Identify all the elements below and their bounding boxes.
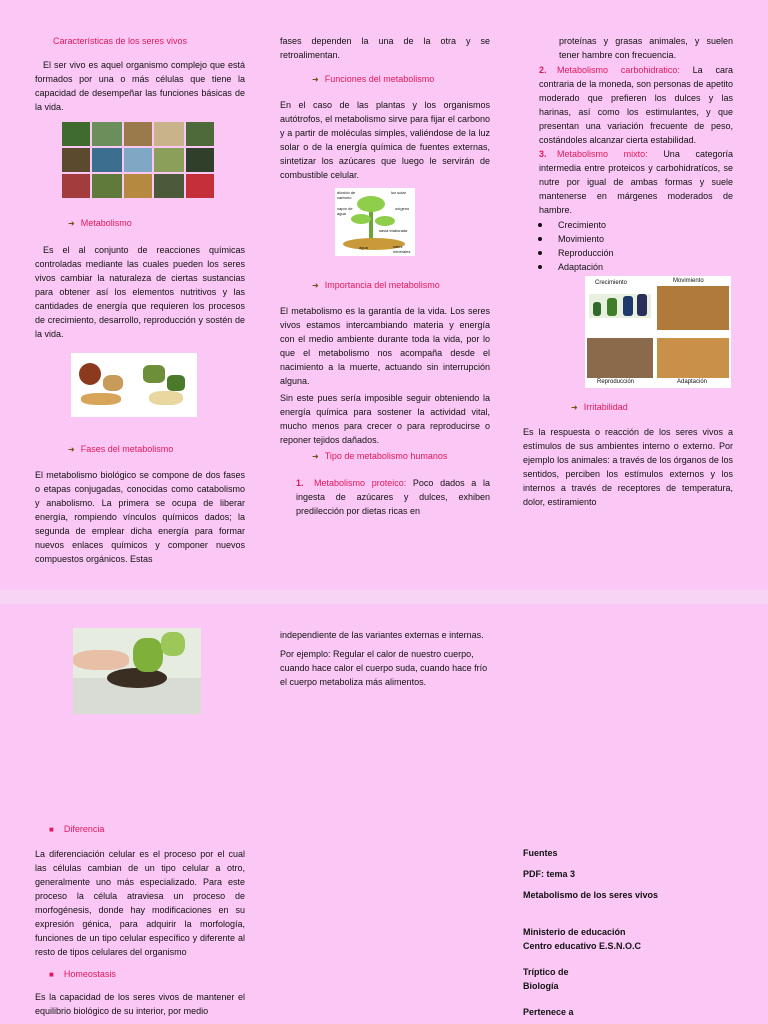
list-item: Reproducción — [535, 246, 733, 260]
importancia-heading: ➜ Importancia del metabolismo — [312, 280, 440, 290]
column-2 — [280, 34, 490, 518]
metabolismo-heading: ➜ Metabolismo — [68, 218, 132, 228]
list-item: Crecimiento — [535, 218, 733, 232]
homeostasis-example-text: Por ejemplo: Regular el calor de nuestro cuerpo, cuando hace calor el cuerpo suda, cuando hace frío el cuerpo metaboliza más alimentos. — [280, 649, 488, 687]
arrow-bullet-icon: ➜ — [571, 403, 578, 412]
page2-column-1 — [35, 628, 245, 1018]
list-item: Movimiento — [535, 232, 733, 246]
square-bullet-icon: ■ — [49, 825, 54, 834]
importancia-text-2: Sin este pues sería imposible seguir obteniendo la energía química para sostener la actividad vital, mucho menos para crecer o para reproducirse o reponer tejidos dañados. — [280, 393, 490, 445]
arrow-bullet-icon: ➜ — [312, 281, 319, 290]
irritabilidad-text: Es la respuesta o reacción de los seres vivos a estímulos de sus ambientes interno o externo. Por ejemplo los animales: a través de los órganos de los sentidos, perciben los estímulos externos y los internos a través de receptores de temperatura, dolor, estiramiento — [523, 427, 733, 507]
venus-flytrap-image — [73, 628, 201, 714]
diferencia-heading: ■ Diferencia — [49, 824, 105, 834]
homeostasis-cont-text: independiente de las variantes externas e internas. — [280, 630, 484, 640]
funciones-text: En el caso de las plantas y los organismos autótrofos, el metabolismo sirve para fijar el carbono y a partir de moléculas simples, valiéndose de la luz solar o de la energía química de fuentes externas, sintetizar los azúcares que luego le servirán de combustible celular. — [280, 100, 490, 180]
page2-column-3 — [523, 846, 733, 1019]
funciones-heading: ➜ Funciones del metabolismo — [312, 74, 435, 84]
list-item: Adaptación — [535, 260, 733, 274]
page-divider — [0, 590, 768, 604]
biologia-label: Biología — [523, 981, 559, 991]
metabolism-animals-diagram — [71, 353, 197, 417]
fuentes-title: Metabolismo de los seres vivos — [523, 890, 659, 900]
fuentes-label: Fuentes — [523, 848, 558, 858]
metabolismo-text: Es el al conjunto de reacciones químicas controladas mediante las cuales pueden los seres vivos cambiar la naturaleza de ciertas sustancias para obtener así los elementos nutritivos y las cantidades de energía que requieren los procesos de crecimiento, desarrollo, reproducción y sostén de la vida. — [35, 245, 245, 339]
fases-cont-text: fases dependen la una de la otra y se retroalimentan. — [280, 36, 490, 60]
characteristics-image: Crecimiento Movimiento Reproducción Adaptación — [585, 276, 731, 388]
living-beings-collage — [62, 122, 214, 198]
pertenece-label: Pertenece a — [523, 1007, 574, 1017]
fases-text: El metabolismo biológico se compone de dos fases o etapas conjugadas, conocidas como catabolismo y anabolismo. La primera se ocupa de liberar energía, rompiendo vínculos químicos dados; la segunda de emplear dicha energía para formar nuevos enlaces químicos y componer nuevos compuestos orgánicos. Estas — [35, 470, 245, 564]
triptico-label: Tríptico de — [523, 967, 569, 977]
arrow-bullet-icon: ➜ — [68, 445, 75, 454]
column-3 — [523, 34, 733, 509]
column-1 — [35, 34, 245, 566]
fuentes-pdf: PDF: tema 3 — [523, 869, 576, 879]
ministerio-label: Ministerio de educación — [523, 927, 626, 937]
intro-text: El ser vivo es aquel organismo complejo que está formados por una o más células que tiene la capacidad de desempeñar las funciones básicas de la vida. — [35, 60, 245, 112]
tipo-3-item: 3. Metabolismo mixto: Una categoría intermedia entre proteicos y carbohidratícos, se nutre por igual de ambas formas y suele mantenerse en márgenes moderados de hambre. — [539, 149, 733, 215]
tipo-1-cont-text: proteínas y grasas animales, y suelen tener hambre con frecuencia. — [559, 36, 733, 60]
arrow-bullet-icon: ➜ — [68, 219, 75, 228]
square-bullet-icon: ■ — [49, 970, 54, 979]
section-title-caracteristicas: Características de los seres vivos — [53, 36, 188, 46]
homeostasis-heading: ■ Homeostasis — [49, 969, 116, 979]
arrow-bullet-icon: ➜ — [312, 75, 319, 84]
tipo-2-item: 2. Metabolismo carbohidratico: La cara contraria de la moneda, son personas de apetito moderado que prefieren los dulces y las harinas, así como los estimulantes, y que presentan una variación frecuente de peso, costándoles alcanzar cierta estabilidad. — [539, 65, 733, 145]
centro-educativo-label: Centro educativo E.S.N.O.C — [523, 941, 642, 951]
homeostasis-text: Es la capacidad de los seres vivos de mantener el equilibrio biológico de su interior, por medio — [35, 992, 245, 1016]
tipo-1-item: 1. Metabolismo proteico: Poco dados a la ingesta de azúcares y dulces, exhiben predilección por dietas ricas en — [296, 478, 490, 516]
plant-metabolism-diagram: dióxido de carbono luz solar vapor de agua oxígeno savia elaborada agua sales minerales — [335, 188, 415, 256]
fases-heading: ➜ Fases del metabolismo — [68, 444, 174, 454]
page2-column-2 — [280, 628, 490, 689]
tipo-heading: ➜ Tipo de metabolismo humanos — [312, 451, 448, 461]
diferencia-text: La diferenciación celular es el proceso por el cual las células cambian de un tipo celular a otro, generalmente uno más especializado. Para este proceso la célula atraviesa un proceso de morfogénesis, donde hay modificaciones en su expresión génica, para adquirir la morfología, funciones de un tipo celular específico y diferente al resto de tipos celulares del organismo — [35, 849, 245, 957]
characteristics-list — [535, 218, 733, 274]
arrow-bullet-icon: ➜ — [312, 452, 319, 461]
irritabilidad-heading: ➜ Irritabilidad — [571, 402, 628, 412]
importancia-text-1: El metabolismo es la garantía de la vida. Los seres vivos estamos intercambiando materia y energía con el medio ambiente durante toda la vida, por lo que el metabolismo nos acompaña desde el nacimiento a la muerte, actuando sin interrupción alguna. — [280, 306, 490, 386]
